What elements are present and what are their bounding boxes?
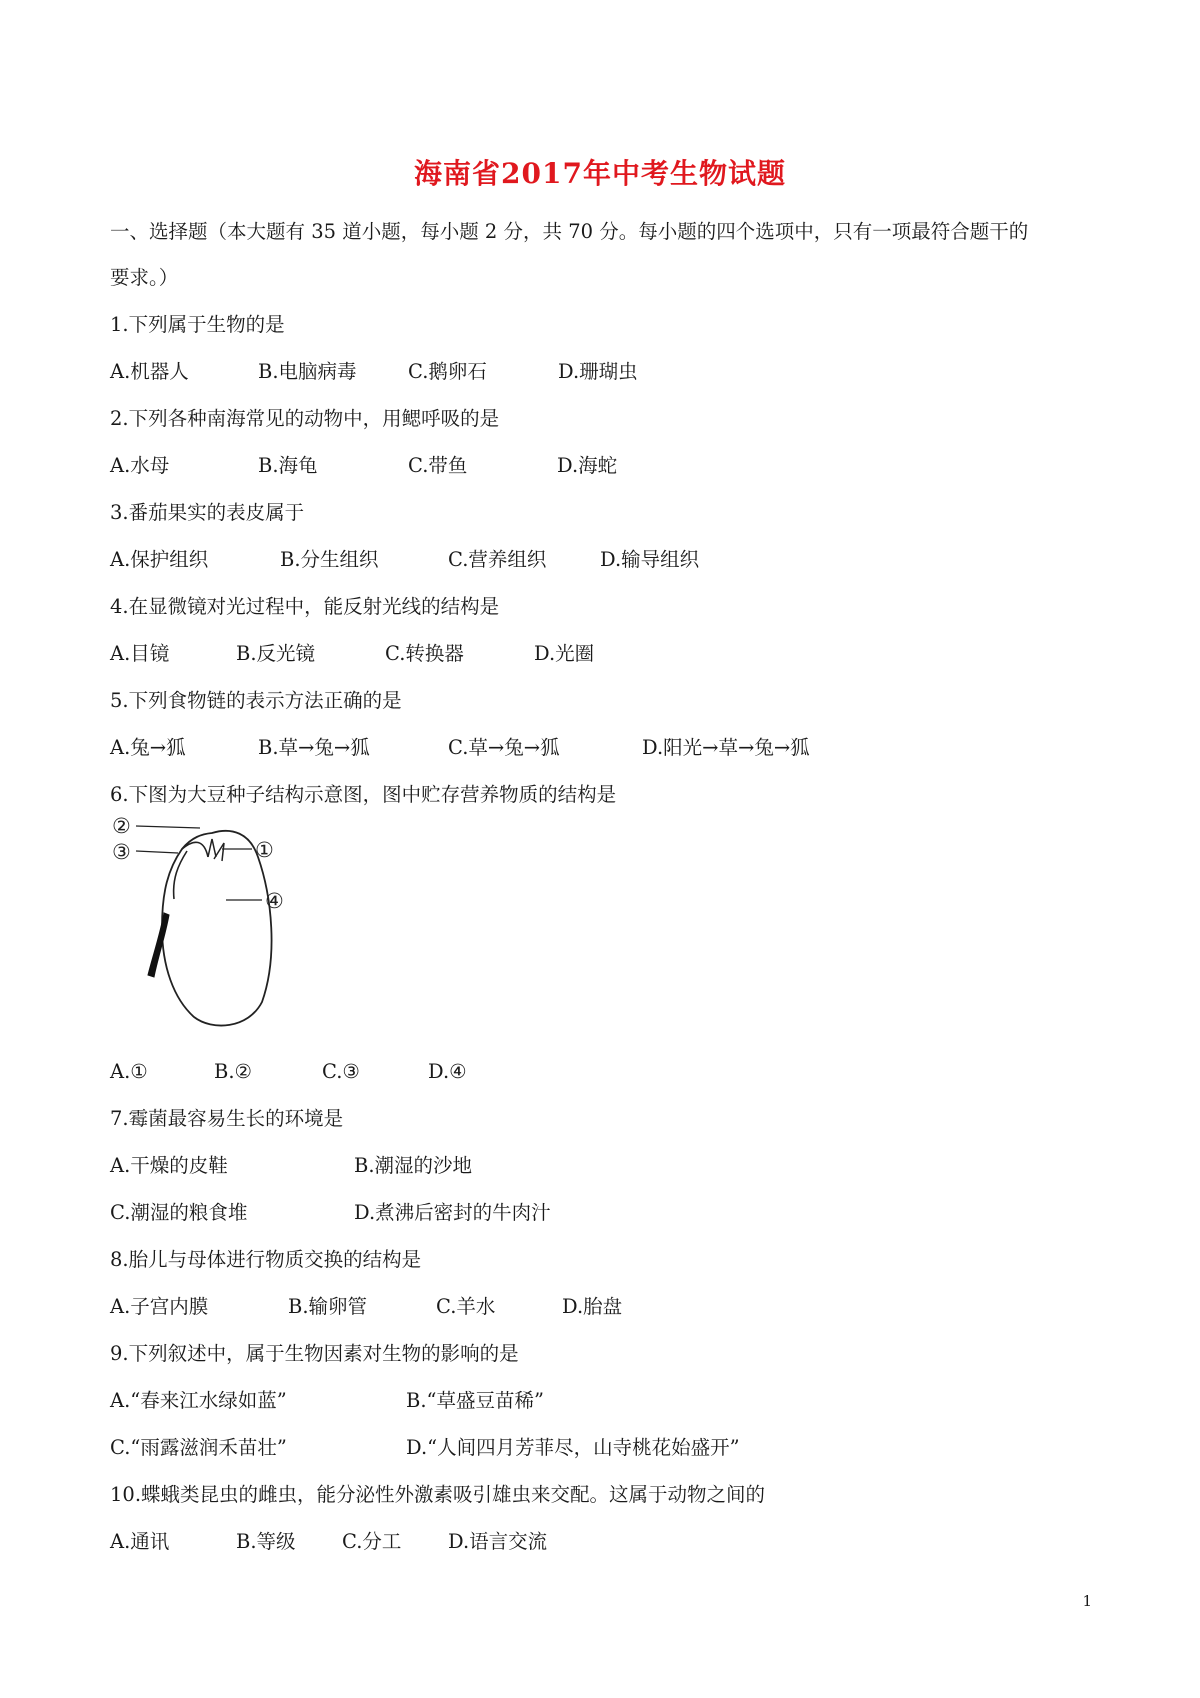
option-b: B.电脑病毒: [258, 360, 357, 383]
label-3: ③: [112, 840, 131, 864]
option-d: D.语言交流: [448, 1530, 548, 1553]
option-c: C.营养组织: [448, 548, 547, 571]
question-stem: 1.下列属于生物的是: [110, 313, 285, 336]
option-c: C.羊水: [436, 1295, 496, 1318]
option-b: B.输卵管: [288, 1295, 368, 1318]
option-c: C.鹅卵石: [408, 360, 487, 383]
option-d: D.④: [428, 1060, 467, 1083]
option-d: D.海蛇: [557, 454, 618, 477]
option-b: B.等级: [236, 1530, 296, 1553]
option-b: B.②: [214, 1060, 253, 1083]
option-d: D.“人间四月芳菲尽，山寺桃花始盛开”: [406, 1436, 740, 1459]
option-d: D.光圈: [534, 642, 595, 665]
option-c: C.草→兔→狐: [448, 736, 560, 759]
option-c: C.转换器: [385, 642, 464, 665]
label-1: ①: [255, 838, 274, 862]
option-d: D.胎盘: [562, 1295, 623, 1318]
page-title: 海南省2017年中考生物试题: [414, 157, 786, 190]
question-stem: 4.在显微镜对光过程中，能反射光线的结构是: [110, 595, 500, 618]
question-stem: 5.下列食物链的表示方法正确的是: [110, 689, 402, 712]
option-a: A.目镜: [110, 642, 170, 665]
option-d: D.珊瑚虫: [558, 360, 638, 383]
option-a: A.干燥的皮鞋: [110, 1154, 228, 1177]
plumule-leaf: [208, 839, 216, 857]
option-a: A.机器人: [110, 360, 189, 383]
option-b: B.分生组织: [280, 548, 379, 571]
option-d: D.煮沸后密封的牛肉汁: [354, 1201, 551, 1224]
option-a: A.保护组织: [110, 548, 209, 571]
section-heading-line1: 一、选择题（本大题有 35 道小题，每小题 2 分，共 70 分。每小题的四个选项中，只有一项最符合题干的: [110, 220, 1029, 243]
option-c: C.“雨露滋润禾苗壮”: [110, 1436, 287, 1459]
question-stem: 3.番茄果实的表皮属于: [110, 501, 305, 524]
option-c: C.潮湿的粮食堆: [110, 1201, 248, 1224]
option-b: B.反光镜: [236, 642, 316, 665]
option-a: A.水母: [110, 454, 170, 477]
page-number: 1: [1082, 1592, 1092, 1610]
option-a: A.通讯: [110, 1530, 170, 1553]
leader-line-3: [136, 851, 178, 853]
option-a: A.“春来江水绿如蓝”: [110, 1389, 287, 1412]
option-b: B.潮湿的沙地: [354, 1154, 473, 1177]
question-stem: 7.霉菌最容易生长的环境是: [110, 1107, 344, 1130]
question-stem: 9.下列叙述中，属于生物因素对生物的影响的是: [110, 1342, 519, 1365]
option-c: C.③: [322, 1060, 360, 1083]
option-a: A.①: [110, 1060, 148, 1083]
label-4: ④: [265, 889, 284, 913]
question-stem: 6.下图为大豆种子结构示意图，图中贮存营养物质的结构是: [110, 783, 617, 806]
leader-line-2: [136, 826, 200, 828]
soybean-seed-diagram: [112, 817, 322, 1031]
option-b: B.海龟: [258, 454, 318, 477]
option-a: A.子宫内膜: [110, 1295, 209, 1318]
label-2: ②: [112, 817, 131, 838]
section-heading-line2: 要求。）: [110, 266, 179, 289]
option-c: C.分工: [342, 1530, 402, 1553]
option-b: B.“草盛豆苗稀”: [406, 1389, 544, 1412]
question-stem: 2.下列各种南海常见的动物中，用鳃呼吸的是: [110, 407, 500, 430]
question-stem: 10.蝶蛾类昆虫的雌虫，能分泌性外激素吸引雄虫来交配。这属于动物之间的: [110, 1483, 766, 1506]
option-d: D.输导组织: [600, 548, 700, 571]
option-a: A.兔→狐: [110, 736, 186, 759]
option-c: C.带鱼: [408, 454, 468, 477]
question-stem: 8.胎儿与母体进行物质交换的结构是: [110, 1248, 422, 1271]
option-d: D.阳光→草→兔→狐: [642, 736, 810, 759]
option-b: B.草→兔→狐: [258, 736, 370, 759]
